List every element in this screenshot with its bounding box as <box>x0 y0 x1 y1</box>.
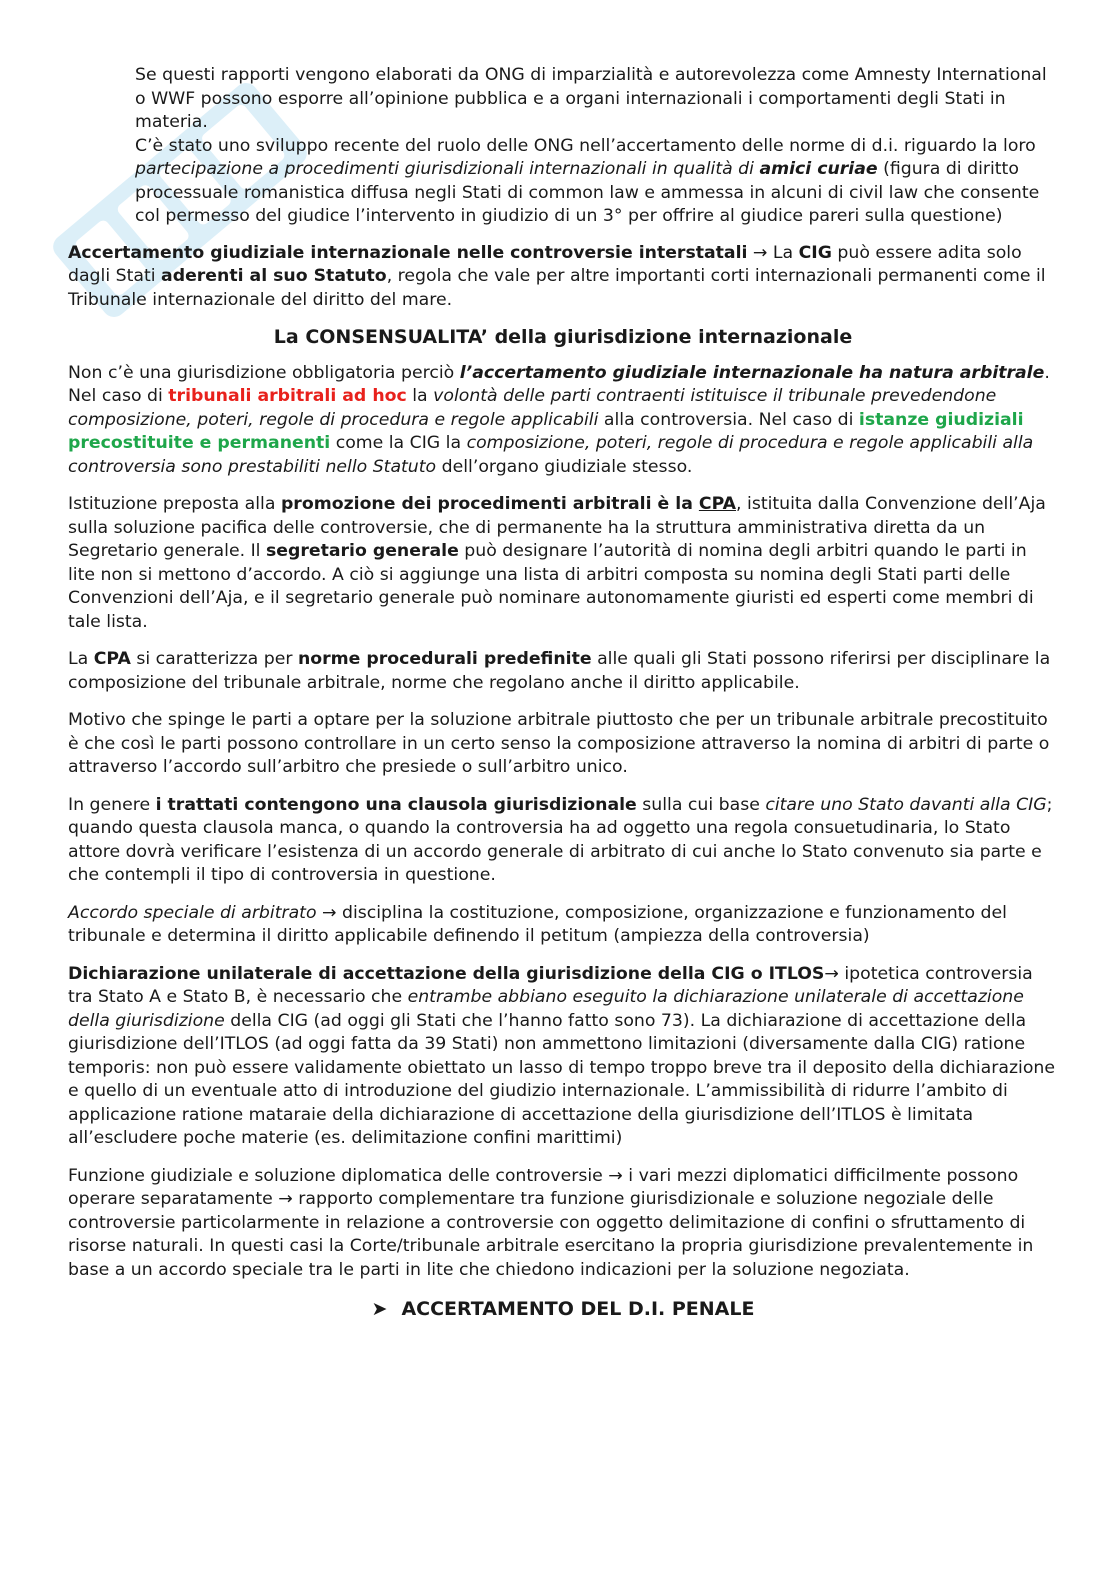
section-heading-di-penale: ➤ ACCERTAMENTO DEL D.I. PENALE <box>371 1298 755 1320</box>
paragraph-cpa-istituzione: Istituzione preposta alla promozione dei procedimenti arbitrali è la CPA, istituita dalla Convenzione dell’Aja sulla soluzione pacifica delle controversie, che di permanente ha la struttura amministrativa diretta da un Segretario generale. Il segretario generale può designare l’autorità di nomina degli arbitri quando le parti in lite non si mettono d’accordo. A ciò si aggiunge una lista di arbitri composta su nomina degli Stati parti delle Convenzioni dell’Aja, e il segretario generale può nominare autonomamente giuristi ed esperti come membri di tale lista. <box>68 494 1046 632</box>
paragraph-giurisdizione-obbligatoria: Non c’è una giurisdizione obbligatoria perciò l’accertamento giudiziale internazionale ha natura arbitrale. Nel caso di tribunali arbitrali ad hoc la volontà delle parti contraenti istituisce il tribunale prevedendone composizione, poteri, regole di procedura e regole applicabili alla controversia. Nel caso di istanze giudiziali precostituite e permanenti come la CIG la composizione, poteri, regole di procedura e regole applicabili alla controversia sono prestabiliti nello Statuto dell’organo giudiziale stesso. <box>68 362 1050 477</box>
paragraph-clausola-giurisdizionale: In genere i trattati contengono una clausola giurisdizionale sulla cui base citare uno Stato davanti alla CIG; quando questa clausola manca, o quando la controversia ha ad oggetto una regola consuetudinaria, lo Stato attore dovrà verificare l’esistenza di un accordo generale di arbitrato di cui anche lo Stato convenuto sia parte e che contempli il tipo di controversia in questione. <box>68 794 1053 885</box>
paragraph-accertamento-giudiziale: Accertamento giudiziale internazionale nelle controversie interstatali → La CIG può essere adita solo dagli Stati aderenti al suo Statuto, regola che vale per altre importanti corti internazionali permanenti come il Tribunale internazionale del diritto del mare. <box>68 242 1046 310</box>
paragraph-accordo-speciale: Accordo speciale di arbitrato → disciplina la costituzione, composizione, organizzazione e funzionamento del tribunale e determina il diritto applicabile definendo il petitum (ampiezza della controversia) <box>68 902 1007 946</box>
section-heading-consensualita: La CONSENSUALITA’ della giurisdizione internazionale <box>273 326 853 348</box>
document-page <box>68 64 1058 1322</box>
paragraph-funzione-giudiziale: Funzione giudiziale e soluzione diplomatica delle controversie → i vari mezzi diplomatici difficilmente possono operare separatamente → rapporto complementare tra funzione giurisdizionale e soluzione negoziale delle controversie particolarmente in relazione a controversie con oggetto delimitazione di confini o sfruttamento di risorse naturali. In questi casi la Corte/tribunale arbitrale esercitano la propria giurisdizione prevalentemente in base a un accordo speciale tra le parti in lite che chiedono indicazioni per la soluzione negoziata. <box>68 1165 1034 1280</box>
paragraph-cpa-norme: La CPA si caratterizza per norme procedurali predefinite alle quali gli Stati possono riferirsi per disciplinare la composizione del tribunale arbitrale, norme che regolano anche il diritto applicabile. <box>68 649 1051 693</box>
arrow-bullet-icon: ➤ <box>371 1298 388 1320</box>
paragraph-ong: Se questi rapporti vengono elaborati da ONG di imparzialità e autorevolezza come Amnesty International o WWF possono esporre all’opinione pubblica e a organi internazionali i comportamenti degli Stati in materia. C’è stato uno sviluppo recente del ruolo delle ONG nell’accertamento delle norme di d.i. riguardo la loro partecipazione a procedimenti giurisdizionali internazionali in qualità di amici curiae (figura di diritto processuale romanistica diffusa negli Stati di common law e ammessa in alcuni di civil law che consente col permesso del giudice l’intervento in giudizio di un 3° per offrire al giudice pareri sulla questione) <box>135 65 1047 226</box>
paragraph-motivo-arbitrale: Motivo che spinge le parti a optare per la soluzione arbitrale piuttosto che per un tribunale arbitrale precostituito è che così le parti possono controllare in un certo senso la composizione attraverso la nomina di arbitri di parte o attraverso l’accordo sull’arbitro che presiede o sull’arbitro unico. <box>68 710 1050 777</box>
paragraph-dichiarazione-unilaterale: Dichiarazione unilaterale di accettazione della giurisdizione della CIG o ITLOS→ ipotetica controversia tra Stato A e Stato B, è necessario che entrambe abbiano eseguito la dichiarazione unilaterale di accettazione della giurisdizione della CIG (ad oggi gli Stati che l’hanno fatto sono 73). La dichiarazione di accettazione della giurisdizione dell’ITLOS (ad oggi fatta da 39 Stati) non ammettono limitazioni (diversamente dalla CIG) ratione temporis: non può essere validamente obiettato un lasso di tempo troppo breve tra il deposito della dichiarazione e quello di un eventuale atto di introduzione del giudizio internazionale. L’ammissibilità di ridurre l’ambito di applicazione ratione mataraie della dichiarazione di accettazione della giurisdizione dell’ITLOS è limitata all’escludere poche materie (es. delimitazione confini marittimi) <box>68 963 1055 1148</box>
